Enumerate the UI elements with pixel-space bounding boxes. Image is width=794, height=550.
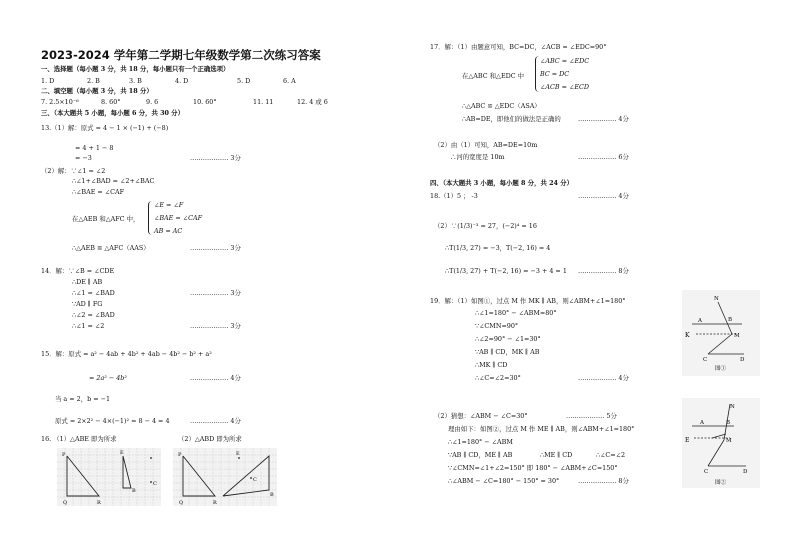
- point-label: C: [703, 357, 708, 363]
- point-label: A: [700, 420, 704, 426]
- q15-line: 15．解：原式 = a² − 4ab + 4b² + 4ab − 4b² − b² + a²: [41, 350, 212, 358]
- point-label: R: [97, 500, 101, 506]
- q13-line: ∴△AEB ≌ △AFC（AAS）: [72, 244, 150, 252]
- q14-line: ∴∠2 = ∠BAD: [72, 311, 115, 319]
- q13-line: ∴∠1+∠BAD = ∠2+∠BAC: [72, 177, 155, 185]
- q19-line: 理由如下：如图②，过点 M 作 ME ∥ AB，则∠ABM+∠1=180°: [448, 425, 635, 433]
- q19-line: （2）猜想：∠ABM − ∠C=30°: [434, 412, 528, 420]
- point-label: B: [728, 317, 733, 323]
- fill-answer: 11. 11: [253, 98, 274, 106]
- q17-score: ……………… 6分: [578, 153, 629, 161]
- q16-line: 16. （1）△ABE 即为所求: [41, 435, 117, 443]
- q15-line: 当 a = 2，b = −1: [55, 395, 111, 403]
- q17-line: ∴AB=DE，即他们的做法是正确的: [462, 115, 561, 123]
- q14-line: 14．解：∵∠B = ∠CDE: [41, 267, 115, 275]
- q14-line: ∴DE ∥ AB: [72, 278, 103, 286]
- q17-line: 在△ABC 和△EDC 中: [462, 72, 525, 80]
- q17-score: ……………… 4分: [578, 115, 629, 123]
- fill-answer: 8. 60°: [101, 98, 121, 106]
- q19-score: ……………… 8分: [578, 477, 629, 485]
- point-label: N: [730, 404, 735, 410]
- q19-score: ……………… 4分: [578, 374, 629, 382]
- point-label: C: [704, 469, 709, 475]
- figure-caption: 图②: [715, 480, 727, 486]
- q15-line: = 2a² − 4b²: [89, 374, 127, 382]
- q17-brace-line: BC = DC: [540, 70, 570, 78]
- choice-answer: 1. D: [41, 77, 55, 85]
- point-label: E: [236, 451, 240, 457]
- q19-line: ∵AB ∥ CD，ME ∥ AB: [448, 451, 513, 459]
- q13-line: 13.（1）解：原式 = 4 − 1 × (−1) + (−8): [41, 124, 169, 132]
- point-label: B: [726, 420, 731, 426]
- q13-brace-line: ∠BAE = ∠CAF: [154, 214, 203, 222]
- point-label: Q: [179, 500, 184, 506]
- q19-line: ∵∠CMN=∠1+∠2=150° 即 180° − ∠ABM+∠C=150°: [448, 464, 618, 472]
- point-label: R: [213, 500, 217, 506]
- q15-line: 原式 = 2×2² − 4×(−1)² = 8 − 4 = 4: [55, 417, 170, 425]
- point-label: P: [178, 452, 182, 458]
- q19-line: ∴MK ∥ CD: [475, 361, 508, 369]
- choice-answer: 3. B: [129, 77, 142, 85]
- q18-score: ……………… 4分: [578, 192, 629, 200]
- q18-line: （2）∵(1/3)⁻³ = 27，(−2)⁴ = 16: [434, 222, 537, 230]
- choice-answer: 6. A: [283, 77, 296, 85]
- page-title: 2023-2024 学年第二学期七年级数学第二次练习答案: [41, 48, 321, 62]
- point-label: M: [734, 333, 740, 339]
- fill-answer: 9. 6: [146, 98, 159, 106]
- choice-answer: 5. D: [237, 77, 251, 85]
- section4-header: 四、（本大题共 3 小题，每小题 8 分，共 24 分）: [430, 179, 573, 187]
- q14-line: ∵AD ∥ FG: [72, 300, 103, 308]
- grid-figure-2: [173, 448, 277, 506]
- point-label: D: [740, 357, 745, 363]
- q13-line: = 4 + 1 − 8: [75, 144, 114, 152]
- q17-line: 17．解：（1）由题意可知，BC=DC，∠ACB = ∠EDC=90°: [430, 43, 607, 51]
- section1-header: 一、选择题（每小题 3 分，共 18 分，每小题只有一个正确选项）: [41, 65, 230, 73]
- fill-answer: 10. 60°: [193, 98, 217, 106]
- geometry-figure-2: [682, 398, 760, 488]
- q19-line: ∵AB ∥ CD，MK ∥ AB: [475, 348, 540, 356]
- q19-line: ∴ME ∥ CD: [540, 451, 573, 459]
- q13-line: 在△AEB 和△AFC 中，: [72, 215, 140, 223]
- figure-caption: 图①: [715, 366, 727, 372]
- q13-score: ……………… 3分: [190, 244, 241, 252]
- fill-answer: 12. 4 或 6: [297, 98, 328, 106]
- point-label: M: [726, 438, 732, 444]
- q14-score: ……………… 3分: [190, 289, 241, 297]
- q13-line: ∴∠BAE = ∠CAF: [72, 188, 125, 196]
- q18-line: ∴T(1/3, 27) + T(−2, 16) = −3 + 4 = 1: [445, 267, 567, 275]
- q19-line: ∴∠1=180° − ∠ABM: [448, 438, 513, 446]
- q17-brace-line: ∠ACB = ∠ECD: [540, 83, 590, 91]
- point-label: E: [685, 437, 690, 444]
- section3-header: 三、（本大题共 5 小题，每小题 6 分，共 30 分）: [41, 109, 184, 117]
- q13-brace-line: AB = AC: [154, 227, 183, 235]
- q17-line: （2）由（1）可知，AB=DE=10m: [434, 141, 538, 149]
- point-label: B: [132, 488, 136, 494]
- q19-line: ∴∠C=∠2=30°: [475, 374, 521, 382]
- geometry-figure-1: [682, 290, 760, 376]
- q15-score: ……………… 4分: [190, 417, 241, 425]
- fill-answer: 7. 2.5×10⁻⁶: [41, 98, 79, 106]
- q14-line: ∴∠1 = ∠2: [72, 322, 105, 330]
- q15-score: ……………… 4分: [190, 374, 241, 382]
- point-label: Q: [63, 500, 68, 506]
- q14-line: ∴∠1 = ∠BAD: [72, 289, 115, 297]
- q13-line: （2）解：∵∠1 = ∠2: [41, 167, 106, 175]
- q19-line: ∴∠1=180° − ∠ABM=80°: [475, 309, 557, 317]
- point-label: E: [120, 450, 124, 456]
- q17-line: ∴△ABC ≌ △EDC（ASA）: [462, 102, 541, 110]
- point-label: C: [253, 477, 257, 483]
- q13-line: = −3: [75, 154, 92, 162]
- q19-line: ∴∠ABM − ∠C=180° − 150° = 30°: [448, 477, 560, 485]
- point-label: C: [153, 481, 157, 487]
- q19-score: ……………… 5分: [566, 412, 617, 420]
- section2-header: 二、填空题（每小题 3 分，共 18 分）: [41, 87, 153, 95]
- q18-score: ……………… 8分: [578, 267, 629, 275]
- brace: [148, 201, 153, 235]
- q18-line: ∴T(1/3, 27) = −3，T(−2, 16) = 4: [445, 244, 551, 252]
- point-label: A: [698, 318, 702, 324]
- q13-brace-line: ∠E = ∠F: [154, 201, 184, 209]
- choice-answer: 4. D: [175, 77, 189, 85]
- q19-line: ∴∠2=90° − ∠1=30°: [475, 335, 541, 343]
- q17-line: ∴河的宽度是 10m: [450, 153, 505, 161]
- q19-line: 19．解：（1）如图①，过点 M 作 MK ∥ AB，则∠ABM+∠1=180°: [430, 297, 626, 305]
- choice-answer: 2. B: [87, 77, 100, 85]
- point-label: D: [743, 469, 748, 475]
- q16-line: （2）△ABD 即为所求: [178, 435, 242, 443]
- q13-score: ……………… 3分: [190, 154, 241, 162]
- grid-figure-1: [57, 448, 161, 506]
- point-label: P: [62, 452, 66, 458]
- point-label: B: [270, 492, 274, 498]
- q17-brace-line: ∠ABC = ∠EDC: [540, 57, 590, 65]
- q19-line: ∵∠CMN=90°: [475, 322, 519, 330]
- q19-line: ∴∠C=∠2: [596, 451, 626, 459]
- q18-line: 18.（1）5 ； -3: [430, 192, 478, 200]
- q14-score: ……………… 3分: [190, 322, 241, 330]
- point-label: K: [685, 332, 690, 339]
- point-label: N: [714, 296, 719, 302]
